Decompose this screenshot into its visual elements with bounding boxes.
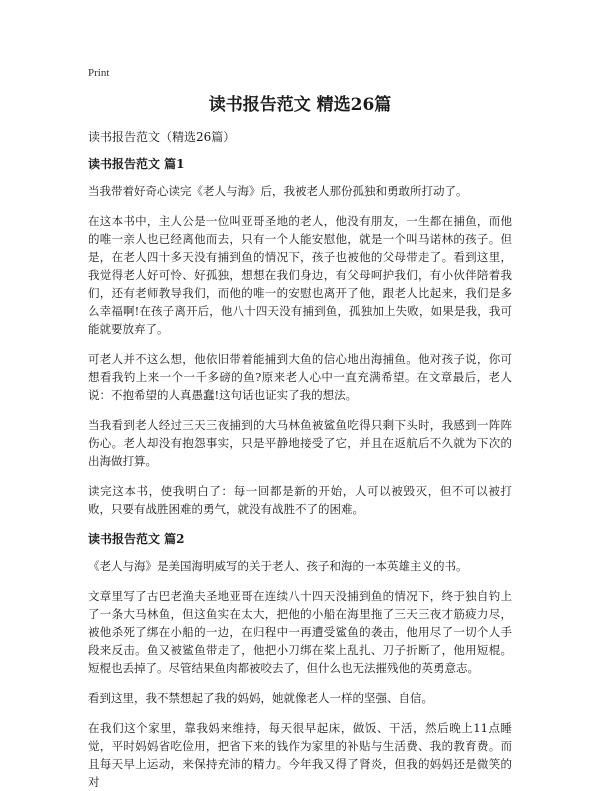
print-label[interactable]: Print	[88, 67, 110, 79]
paragraph: 在这本书中，主人公是一位叫亚哥圣地的老人，他没有朋友，一生都在捕鱼，而他的唯一亲人也已经离他而去，只有一个人能安慰他，就是一个叫马诺林的孩子。但是，在老人四十多天没有捕到鱼的情况下，孩子也被他的父母带走了。看到这里，我觉得老人好可怜、好孤独，想想在我们身边，有父母呵护我们，有小伙伴陪着我们，还有老师教导我们，而他的唯一的安慰也离开了他，跟老人比起来，我们是多么幸福啊!在孩子离开后，他八十四天没有捕到鱼，孤独加上失败，如果是我，我可能就要放弃了。	[88, 214, 512, 336]
paragraph: 看到这里，我不禁想起了我的妈妈，她就像老人一样的坚强、自信。	[88, 691, 433, 705]
paragraph: 当我看到老人经过三天三夜捕到的大马林鱼被鲨鱼吃得只剩下头时，我感到一阵阵伤心。老人却没有抱怨事实，只是平静地接受了它，并且在返航后不久就为下次的出海做打算。	[88, 418, 512, 468]
section-heading-2: 读书报告范文 篇2	[88, 532, 185, 546]
section-heading-1: 读书报告范文 篇1	[88, 157, 185, 171]
paragraph: 在我们这个家里，靠我妈来维持，每天很早起床，做饭、干活，然后晚上11点睡觉，平时妈妈省吃俭用，把省下来的钱作为家里的补贴与生活费、我的教育费。而且每天早上运动，来保持充沛的精力。今年我又得了肾炎，但我的妈妈还是微笑的对	[88, 721, 512, 789]
paragraph: 《老人与海》是美国海明威写的关于老人、孩子和海的一本英雄主义的书。	[88, 559, 468, 573]
page-title: 读书报告范文 精选26篇	[208, 95, 392, 115]
paragraph: 可老人并不这么想，他依旧带着能捕到大鱼的信心地出海捕鱼。他对孩子说，你可想看我钓上来一个一千多磅的鱼?原来老人心中一直充满希望。在文章最后，老人说：不抱希望的人真愚蠢!这句话也证实了我的想法。	[88, 352, 512, 402]
paragraph: 读完这本书，使我明白了：每一回都是新的开始，人可以被毁灭，但不可以被打败，只要有战胜困难的勇气，就没有战胜不了的困难。	[88, 484, 512, 516]
paragraph: 当我带着好奇心读完《老人与海》后，我被老人那份孤独和勇敢所打动了。	[88, 184, 468, 198]
paragraph: 文章里写了古巴老渔夫圣地亚哥在连续八十四天没捕到鱼的情况下，终于独自钓上了一条大马林鱼，但这鱼实在太大，把他的小船在海里拖了三天三夜才筋疲力尽，被他杀死了绑在小船的一边，在归程中一再遭受鲨鱼的袭击，他用尽了一切个人手段来反击。鱼又被鲨鱼带走了，他把小刀绑在桨上乱扎、刀子折断了，他用短棍。短棍也丢掉了。尽管结果鱼肉都被咬去了，但什么也无法摧残他的英勇意志。	[88, 589, 512, 675]
document-subtitle: 读书报告范文（精选26篇）	[88, 130, 236, 144]
